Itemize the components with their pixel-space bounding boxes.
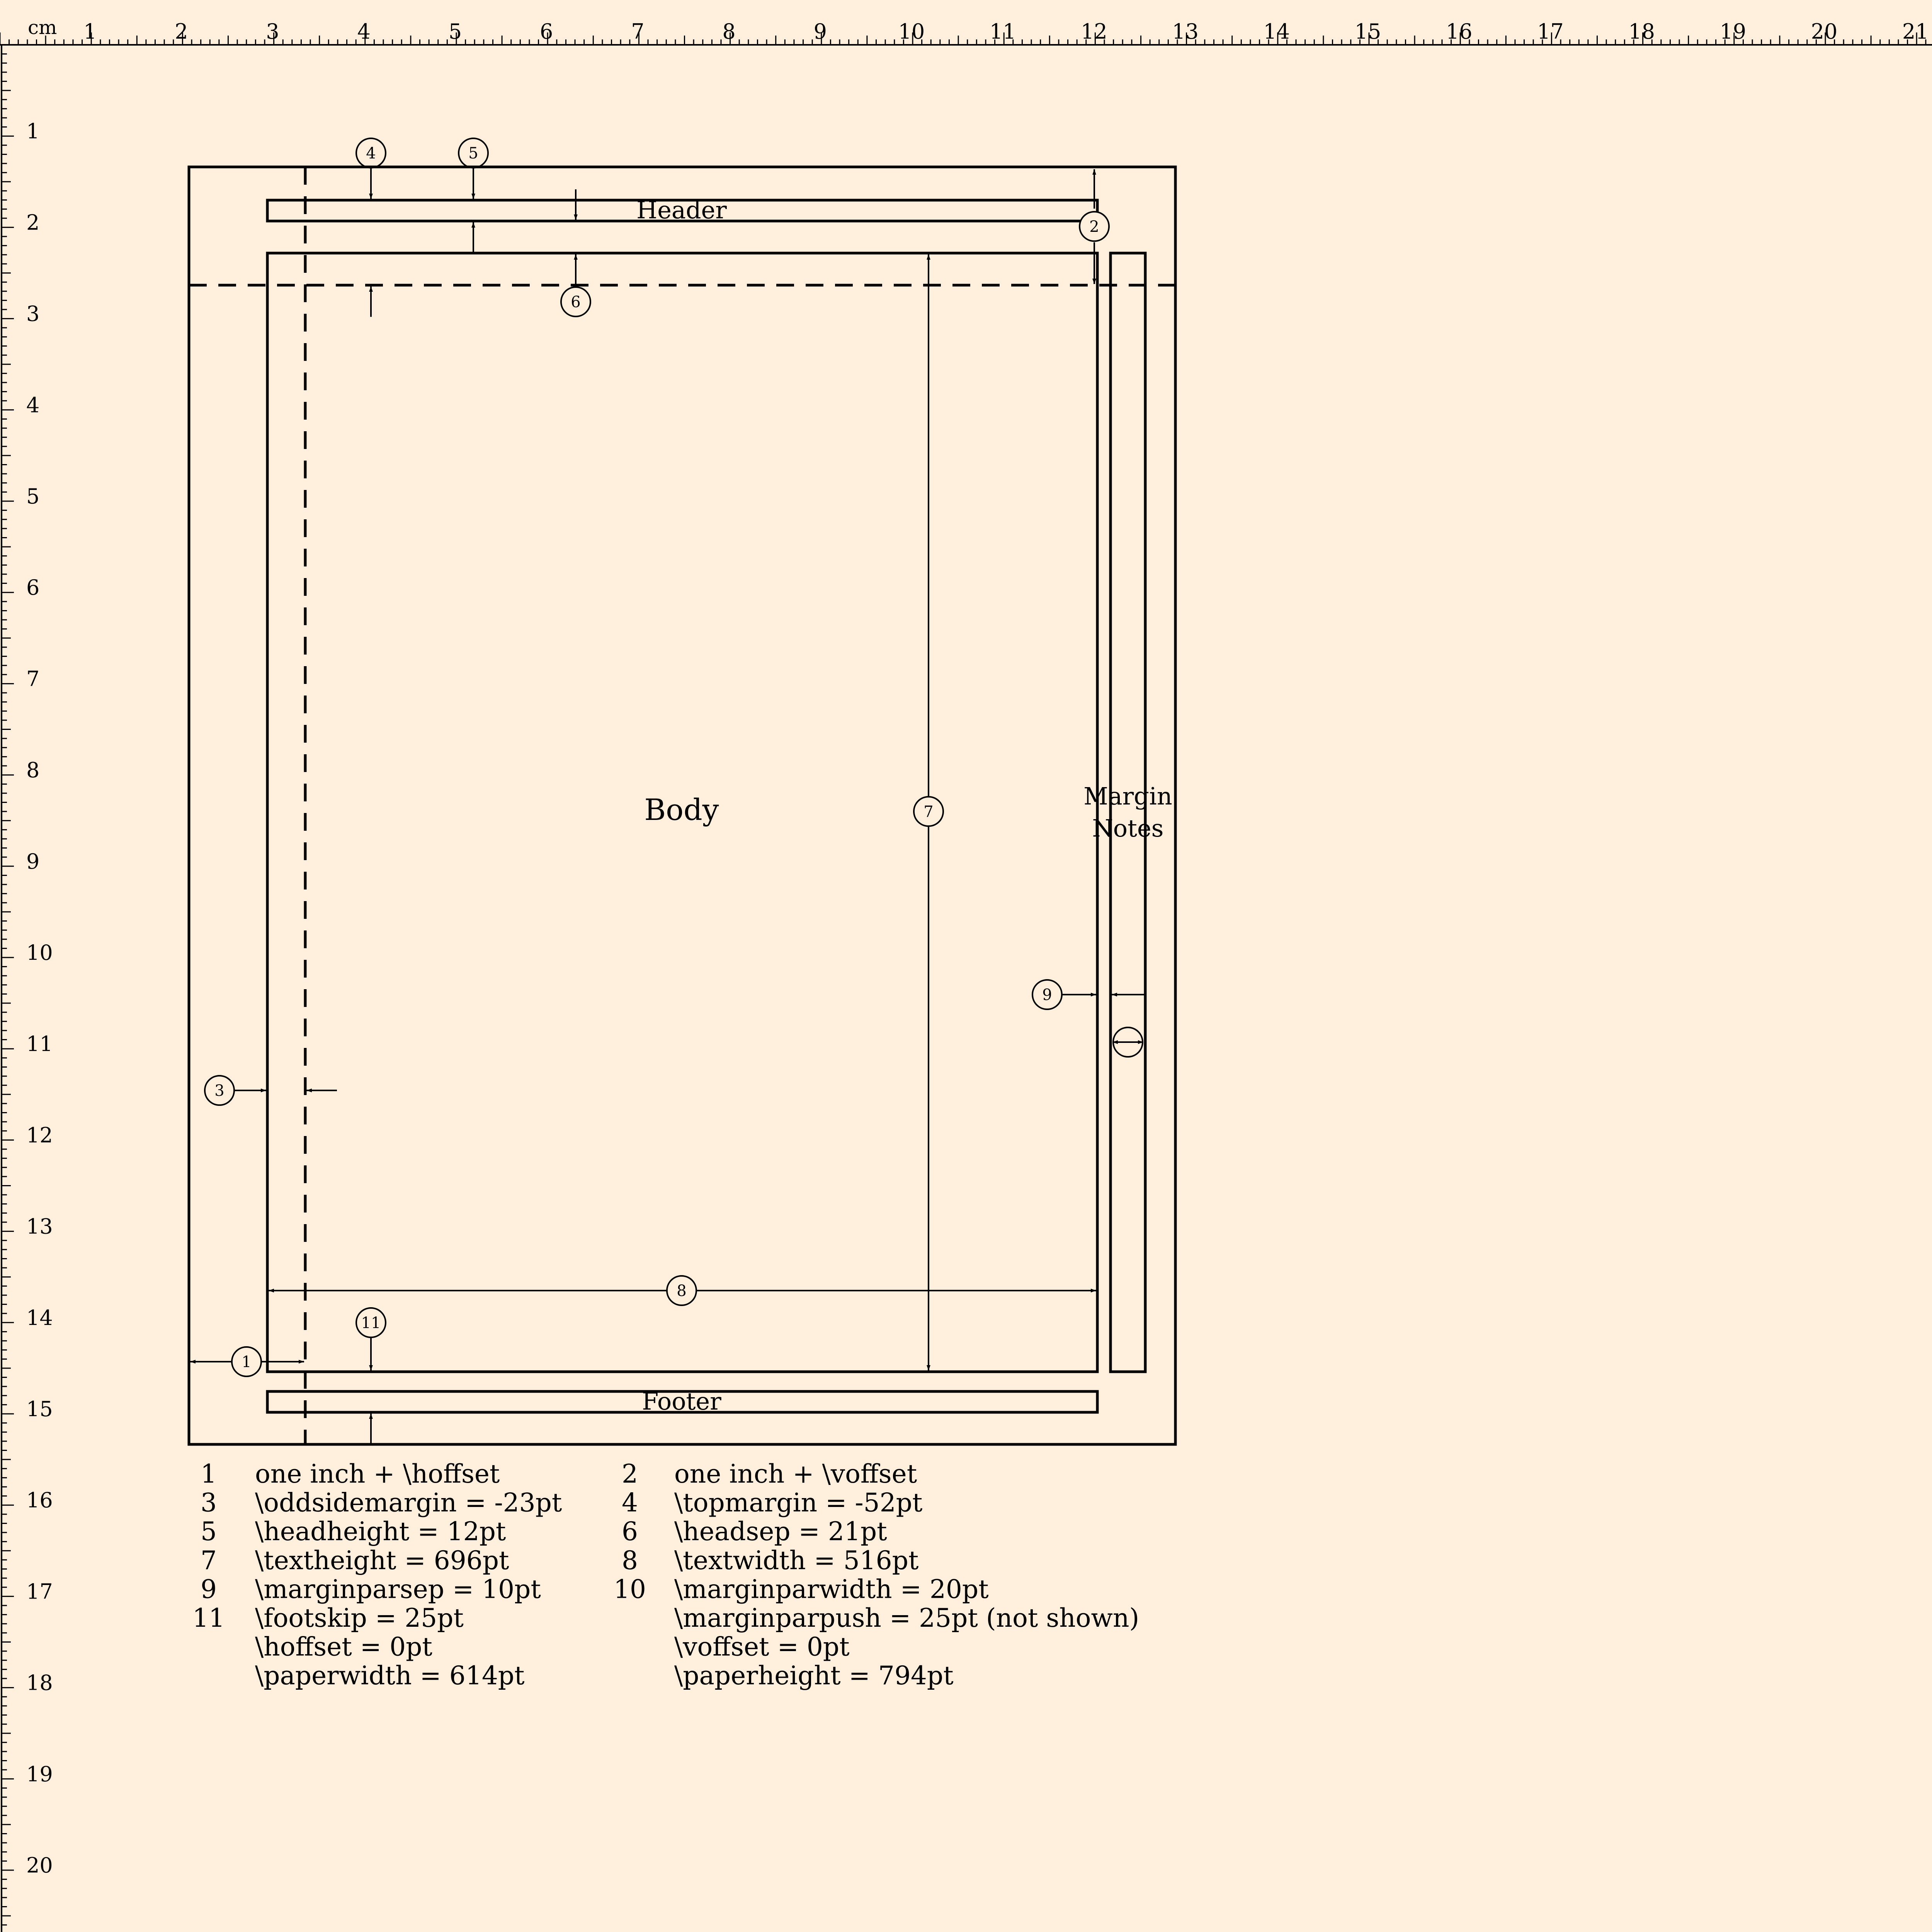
left-ruler-number: 2 (26, 210, 40, 235)
left-ruler-number: 8 (26, 758, 40, 782)
left-ruler-number: 3 (26, 301, 40, 326)
left-ruler-number: 16 (26, 1488, 53, 1513)
left-ruler-number: 11 (26, 1032, 53, 1056)
top-ruler-number: 14 (1263, 19, 1290, 44)
legend (192, 1459, 1139, 1690)
legend-number: 2 (622, 1459, 638, 1489)
top-ruler-number: 8 (722, 19, 736, 44)
legend-entry-text: \hoffset = 0pt (255, 1632, 432, 1662)
left-ruler-number: 12 (26, 1123, 53, 1148)
legend-number: 1 (201, 1459, 217, 1489)
left-ruler-number: 17 (26, 1579, 53, 1604)
legend-number: 5 (201, 1517, 217, 1547)
left-ruler-number: 7 (26, 667, 40, 691)
legend-entry-text: \headheight = 12pt (255, 1517, 506, 1547)
marker-4-label: 4 (366, 145, 376, 162)
legend-entry-text: \paperwidth = 614pt (255, 1661, 525, 1691)
ruler-unit-label: cm (28, 16, 57, 39)
legend-entry-text: \footskip = 25pt (255, 1603, 464, 1633)
top-ruler-number: 1 (83, 19, 97, 44)
left-ruler-number: 19 (26, 1762, 53, 1786)
left-ruler-number: 15 (26, 1397, 53, 1421)
legend-number: 4 (622, 1488, 638, 1518)
top-ruler-number: 19 (1719, 19, 1747, 44)
left-ruler-number: 6 (26, 575, 40, 600)
top-ruler-number: 17 (1537, 19, 1564, 44)
legend-number: 11 (192, 1603, 225, 1633)
top-ruler-number: 4 (357, 19, 371, 44)
legend-entry-text: \marginparsep = 10pt (255, 1574, 541, 1604)
legend-number: 10 (614, 1574, 646, 1604)
left-ruler-number: 13 (26, 1214, 53, 1239)
legend-entry-text: \topmargin = -52pt (674, 1488, 923, 1518)
legend-entry-text: one inch + \hoffset (255, 1459, 500, 1489)
top-ruler-number: 21 (1902, 19, 1929, 44)
marker-1-label: 1 (242, 1353, 252, 1371)
footer-label: Footer (642, 1387, 721, 1415)
legend-entry-text: \oddsidemargin = -23pt (255, 1488, 562, 1518)
top-ruler-number: 9 (813, 19, 827, 44)
legend-entry-text: \headsep = 21pt (674, 1517, 887, 1547)
top-ruler-number: 13 (1172, 19, 1199, 44)
top-ruler-number: 11 (989, 19, 1016, 44)
legend-number: 9 (201, 1574, 217, 1604)
marker-5-label: 5 (468, 145, 478, 162)
top-ruler-number: 5 (448, 19, 462, 44)
top-ruler-number: 16 (1446, 19, 1473, 44)
margin-notes-box (1111, 253, 1145, 1372)
top-ruler-number: 7 (631, 19, 645, 44)
legend-entry-text: \voffset = 0pt (674, 1632, 850, 1662)
legend-entry-text: \textwidth = 516pt (674, 1545, 919, 1575)
legend-entry-text: \textheight = 696pt (255, 1545, 509, 1575)
marker-6-label: 6 (571, 293, 581, 311)
marker-7-label: 7 (923, 803, 934, 821)
top-ruler-number: 2 (175, 19, 188, 44)
legend-entry-text: \marginparpush = 25pt (not shown) (674, 1603, 1139, 1633)
legend-number: 3 (201, 1488, 217, 1518)
margin-notes-label-line1: Margin (1083, 782, 1172, 810)
marker-8-label: 8 (677, 1282, 687, 1300)
top-ruler-number: 18 (1628, 19, 1655, 44)
legend-number: 6 (622, 1517, 638, 1547)
top-ruler-number: 12 (1081, 19, 1107, 44)
left-ruler-number: 20 (26, 1853, 53, 1878)
left-ruler-number: 4 (26, 393, 40, 417)
top-ruler-number: 20 (1811, 19, 1838, 44)
marker-9-label: 9 (1042, 986, 1052, 1004)
legend-entry-text: one inch + \voffset (674, 1459, 917, 1489)
legend-entry-text: \marginparwidth = 20pt (674, 1574, 989, 1604)
legend-entry-text: \paperheight = 794pt (674, 1661, 954, 1691)
left-ruler-number: 18 (26, 1670, 53, 1695)
left-ruler-number: 10 (26, 940, 53, 965)
left-ruler-number: 5 (26, 484, 40, 509)
legend-number: 7 (201, 1545, 217, 1575)
left-ruler-number: 14 (26, 1305, 53, 1330)
top-ruler-number: 15 (1354, 19, 1381, 44)
marker-3-label: 3 (214, 1082, 224, 1100)
marker-11-label: 11 (361, 1314, 381, 1332)
top-ruler-number: 3 (266, 19, 279, 44)
top-ruler-number: 10 (898, 19, 925, 44)
header-label: Header (636, 196, 727, 224)
marker-2-label: 2 (1089, 218, 1099, 236)
left-ruler-number: 1 (26, 119, 40, 144)
body-label: Body (644, 793, 719, 827)
left-ruler-number: 9 (26, 849, 40, 874)
legend-number: 8 (622, 1545, 638, 1575)
margin-notes-label-line2: Notes (1092, 814, 1164, 842)
top-ruler-number: 6 (540, 19, 553, 44)
